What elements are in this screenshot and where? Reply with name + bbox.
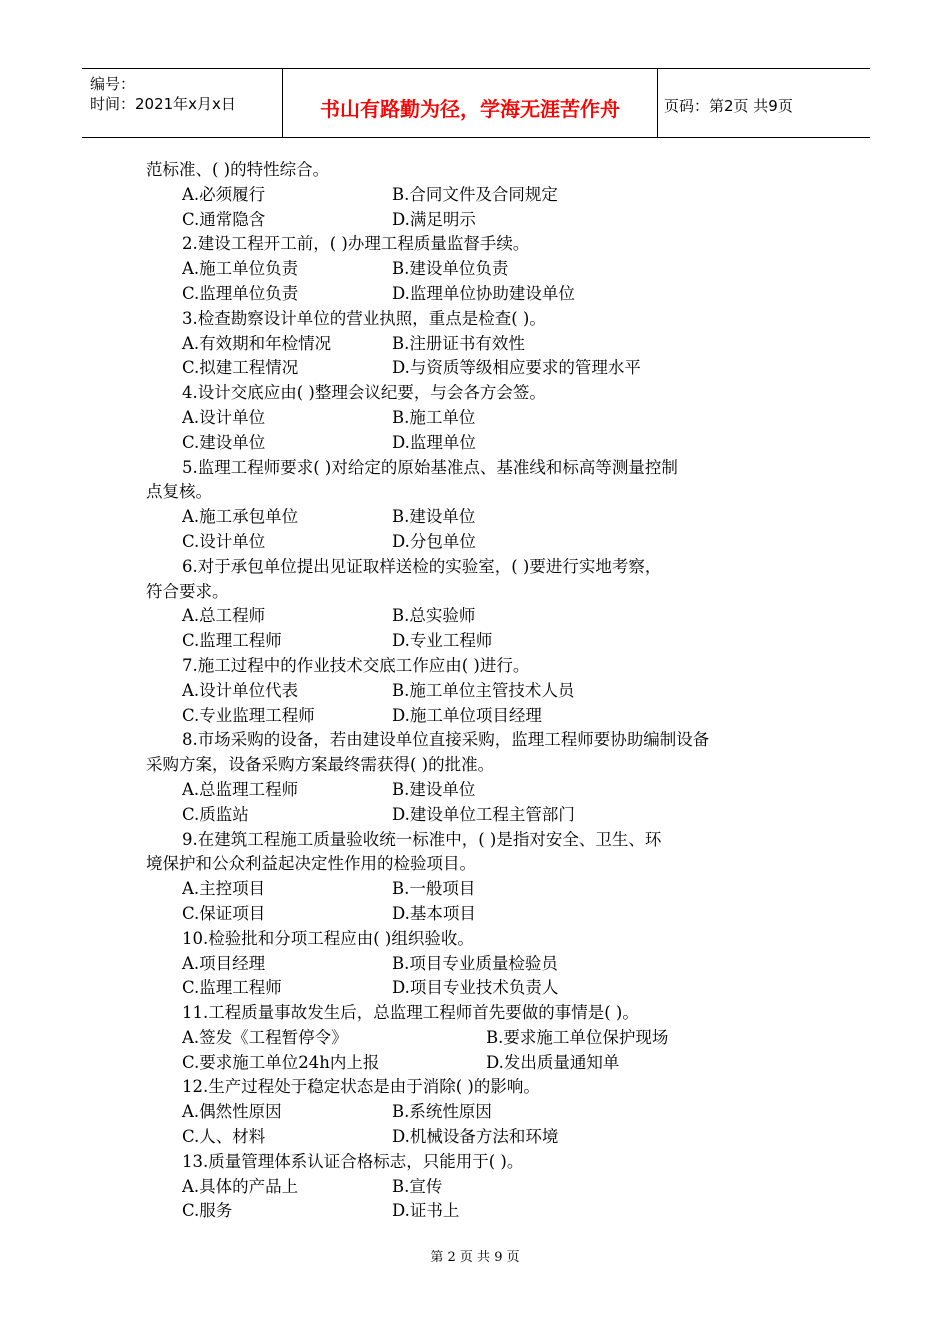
option-row [146, 282, 816, 307]
option-row [146, 629, 816, 654]
option-row [146, 1199, 816, 1224]
question-line: 5.监理工程师要求( )对给定的原始基准点、基准线和标高等测量控制 [182, 457, 678, 477]
option-row [146, 902, 816, 927]
option-row [146, 356, 816, 381]
option-left: C.要求施工单位24h内上报 [182, 1052, 380, 1072]
option-right: B.总实验师 [392, 606, 476, 626]
page-header [82, 68, 870, 138]
question-line: 9.在建筑工程施工质量验收统一标准中，( )是指对安全、卫生、环 [182, 829, 662, 849]
option-row [146, 952, 816, 977]
option-right: B.一般项目 [392, 879, 476, 899]
option-row [146, 208, 816, 233]
question-continuation: 点复核。 [146, 482, 212, 502]
question-line: 3.检查勘察设计单位的营业执照，重点是检查( )。 [182, 308, 546, 328]
option-right: B.要求施工单位保护现场 [486, 1027, 669, 1047]
option-row [146, 1175, 816, 1200]
option-right: B.宣传 [392, 1176, 443, 1196]
option-left: A.设计单位 [182, 407, 266, 427]
option-row [146, 976, 816, 1001]
option-left: A.必须履行 [182, 184, 266, 204]
option-right: D.监理单位 [392, 432, 476, 452]
option-row [146, 505, 816, 530]
option-right: D.满足明示 [392, 209, 476, 229]
option-right: D.建设单位工程主管部门 [392, 804, 575, 824]
option-left: C.监理单位负责 [182, 283, 299, 303]
option-right: B.项目专业质量检验员 [392, 953, 558, 973]
option-right: B.注册证书有效性 [392, 333, 525, 353]
document-date: 时间：2021年x月x日 [90, 95, 236, 113]
option-right: B.建设单位 [392, 507, 476, 527]
option-row [146, 877, 816, 902]
option-left: C.人、材料 [182, 1127, 266, 1147]
option-left: A.具体的产品上 [182, 1176, 299, 1196]
option-left: A.签发《工程暂停令》 [182, 1027, 348, 1047]
option-right: B.建设单位负责 [392, 259, 509, 279]
question-line: 8.市场采购的设备，若由建设单位直接采购，监理工程师要协助编制设备 [182, 730, 710, 750]
question-continuation: 境保护和公众利益起决定性作用的检验项目。 [146, 854, 476, 874]
option-left: C.监理工程师 [182, 978, 282, 998]
option-row [146, 183, 816, 208]
option-left: C.专业监理工程师 [182, 705, 315, 725]
option-row [146, 257, 816, 282]
option-right: D.专业工程师 [392, 631, 493, 651]
question-line: 4.设计交底应由( )整理会议纪要，与会各方会签。 [182, 383, 546, 403]
question-body [146, 158, 816, 1224]
option-left: C.拟建工程情况 [182, 358, 299, 378]
option-row [146, 679, 816, 704]
option-left: C.服务 [182, 1201, 233, 1221]
option-left: A.有效期和年检情况 [182, 333, 332, 353]
option-row [146, 604, 816, 629]
option-row [146, 332, 816, 357]
option-row [146, 1026, 816, 1051]
question-line: 10.检验批和分项工程应由( )组织验收。 [182, 928, 474, 948]
option-row [146, 704, 816, 729]
option-left: A.偶然性原因 [182, 1102, 282, 1122]
question-line: 2.建设工程开工前，( )办理工程质量监督手续。 [182, 234, 530, 254]
question-line: 12.生产过程处于稳定状态是由于消除( )的影响。 [182, 1077, 540, 1097]
option-row [146, 406, 816, 431]
question-line: 6.对于承包单位提出见证取样送检的实验室，( )要进行实地考察， [182, 556, 662, 576]
option-right: B.施工单位 [392, 407, 476, 427]
option-left: C.监理工程师 [182, 631, 282, 651]
option-right: B.施工单位主管技术人员 [392, 680, 575, 700]
question-continuation: 采购方案，设备采购方案最终需获得( )的批准。 [146, 755, 495, 775]
option-left: A.总工程师 [182, 606, 266, 626]
header-motto-cell [283, 69, 658, 137]
option-left: A.施工单位负责 [182, 259, 299, 279]
option-right: D.监理单位协助建设单位 [392, 283, 575, 303]
question-line: 13.质量管理体系认证合格标志，只能用于( )。 [182, 1151, 524, 1171]
option-left: A.总监理工程师 [182, 779, 299, 799]
option-right: D.项目专业技术负责人 [392, 978, 559, 998]
option-right: D.发出质量通知单 [486, 1052, 620, 1072]
header-meta [82, 69, 283, 137]
header-motto: 书山有路勤为径，学海无涯苦作舟 [320, 97, 620, 121]
option-right: D.机械设备方法和环境 [392, 1127, 559, 1147]
question-line: 7.施工过程中的作业技术交底工作应由( )进行。 [182, 655, 530, 675]
option-right: B.系统性原因 [392, 1102, 492, 1122]
option-row [146, 778, 816, 803]
option-right: B.建设单位 [392, 779, 476, 799]
option-left: C.质监站 [182, 804, 249, 824]
option-right: D.施工单位项目经理 [392, 705, 542, 725]
option-row [146, 803, 816, 828]
option-left: A.项目经理 [182, 953, 266, 973]
page-footer: 第 2 页 共 9 页 [430, 1250, 520, 1265]
option-right: D.基本项目 [392, 903, 476, 923]
option-left: A.施工承包单位 [182, 507, 299, 527]
header-page-cell [658, 69, 870, 137]
option-right: D.分包单位 [392, 531, 476, 551]
question-line: 11.工程质量事故发生后，总监理工程师首先要做的事情是( )。 [182, 1003, 639, 1023]
question-continuation: 范标准、( )的特性综合。 [146, 160, 330, 179]
option-left: C.保证项目 [182, 903, 266, 923]
option-left: C.建设单位 [182, 432, 266, 452]
document-number: 编号： [90, 75, 136, 93]
option-left: C.通常隐含 [182, 209, 266, 229]
option-right: D.证书上 [392, 1201, 460, 1221]
option-left: A.主控项目 [182, 879, 266, 899]
option-row [146, 1125, 816, 1150]
option-row [146, 530, 816, 555]
option-right: B.合同文件及合同规定 [392, 184, 558, 204]
option-row [146, 1051, 816, 1076]
option-right: D.与资质等级相应要求的管理水平 [392, 358, 641, 378]
option-left: A.设计单位代表 [182, 680, 299, 700]
option-row [146, 431, 816, 456]
option-row [146, 1100, 816, 1125]
header-page-code: 页码：第2页 共9页 [664, 97, 793, 115]
question-continuation: 符合要求。 [146, 581, 229, 601]
option-left: C.设计单位 [182, 531, 266, 551]
